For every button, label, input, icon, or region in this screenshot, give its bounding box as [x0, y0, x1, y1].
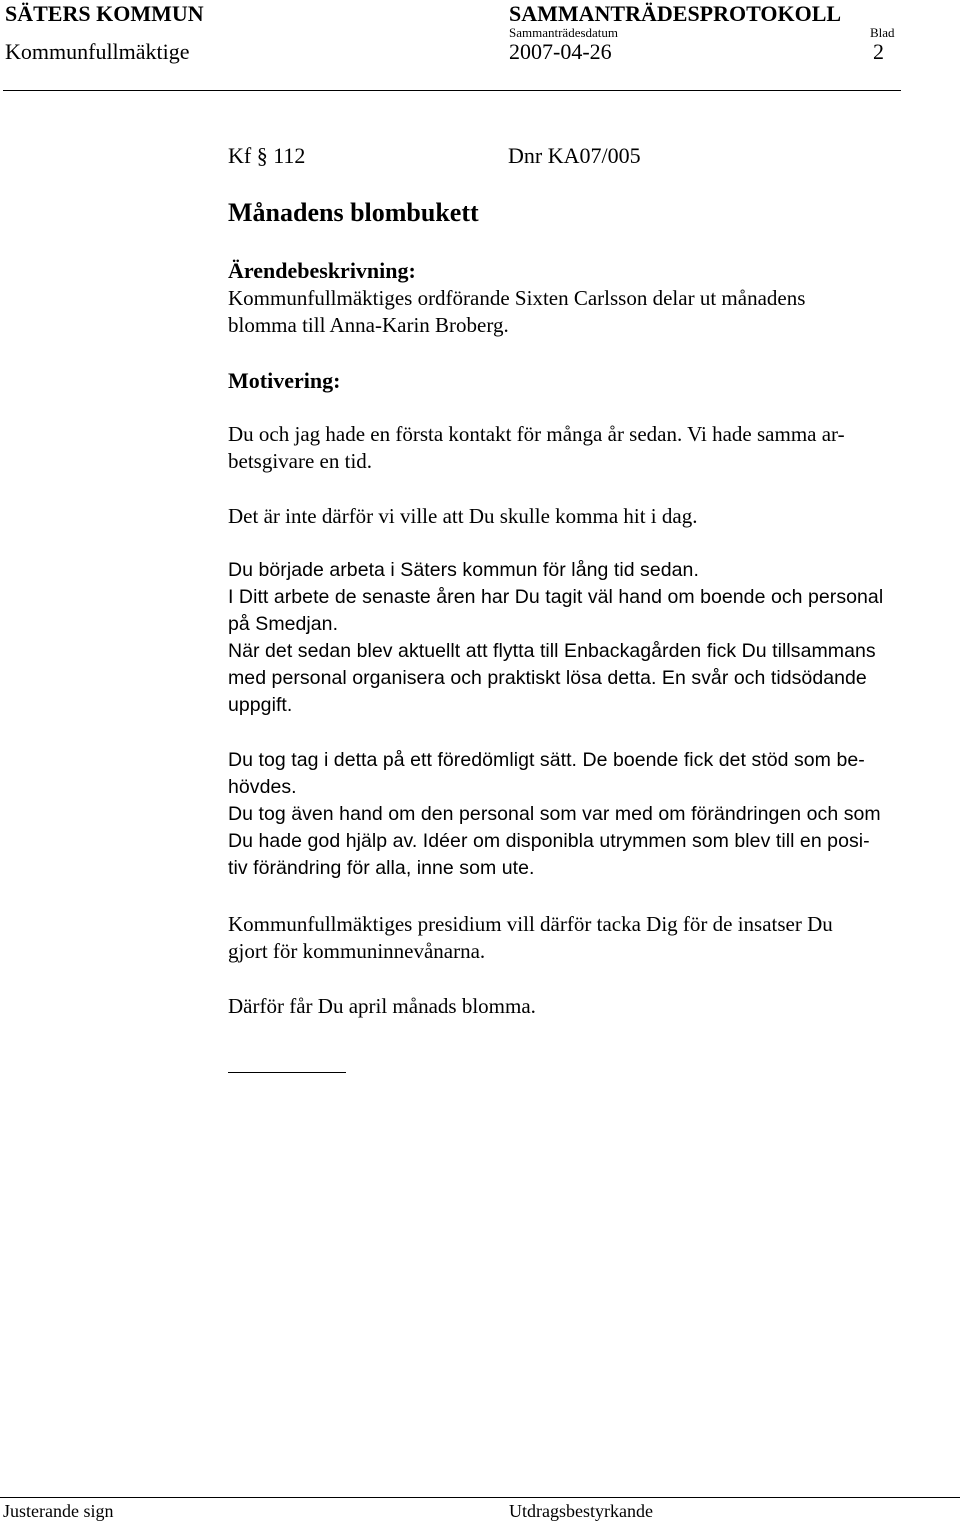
- description-line: blomma till Anna-Karin Broberg.: [228, 313, 509, 337]
- motivation-line: Du tog även hand om den personal som var med om förändringen och som: [228, 803, 881, 825]
- document-type: SAMMANTRÄDESPROTOKOLL: [509, 1, 842, 26]
- motivation-line: betsgivare en tid.: [228, 449, 373, 473]
- motivation-line: uppgift.: [228, 694, 293, 716]
- case-number: Kf § 112: [228, 143, 306, 168]
- motivation-line: Du hade god hjälp av. Idéer om disponibla utrymmen som blev till en posi-: [228, 830, 870, 852]
- motivation-line: tiv förändring för alla, inne som ute.: [228, 857, 535, 879]
- motivation-line: När det sedan blev aktuellt att flytta till Enbackagården fick Du tillsammans: [228, 640, 876, 662]
- header-divider: [3, 90, 901, 91]
- council-name: Kommunfullmäktige: [5, 39, 190, 64]
- motivation-line: med personal organisera och praktiskt lösa detta. En svår och tidsödande: [228, 667, 867, 689]
- motivation-line: Därför får Du april månads blomma.: [228, 994, 536, 1018]
- description-line: Kommunfullmäktiges ordförande Sixten Carlsson delar ut månadens: [228, 286, 806, 310]
- organisation-name: SÄTERS KOMMUN: [5, 1, 204, 26]
- closing-rule: [228, 1072, 346, 1073]
- certification-label: Utdragsbestyrkande: [509, 1501, 653, 1521]
- motivation-line: Kommunfullmäktiges presidium vill därför tacka Dig för de insatser Du: [228, 912, 833, 936]
- page-number: 2: [873, 39, 884, 64]
- motivation-line: Det är inte därför vi ville att Du skulle komma hit i dag.: [228, 504, 698, 528]
- motivation-line: på Smedjan.: [228, 613, 339, 635]
- motivation-line: I Ditt arbete de senaste åren har Du tagit väl hand om boende och personal: [228, 586, 884, 608]
- date-label: Sammanträdesdatum: [509, 25, 619, 40]
- motivation-line: Du började arbeta i Säters kommun för lång tid sedan.: [228, 559, 699, 581]
- page-label: Blad: [870, 25, 895, 40]
- motivation-line: hövdes.: [228, 776, 297, 798]
- motivation-line: gjort för kommuninnevånarna.: [228, 939, 486, 963]
- meeting-date: 2007-04-26: [509, 39, 612, 64]
- footer-divider: [0, 1497, 960, 1498]
- description-label: Ärendebeskrivning:: [228, 258, 416, 283]
- motivation-line: Du tog tag i detta på ett föredömligt sätt. De boende fick det stöd som be-: [228, 749, 865, 771]
- adjuster-signature-label: Justerande sign: [3, 1501, 114, 1521]
- case-title: Månadens blombukett: [228, 198, 479, 227]
- motivation-label: Motivering:: [228, 368, 341, 393]
- case-dnr: Dnr KA07/005: [508, 143, 641, 168]
- motivation-line: Du och jag hade en första kontakt för många år sedan. Vi hade samma ar-: [228, 422, 845, 446]
